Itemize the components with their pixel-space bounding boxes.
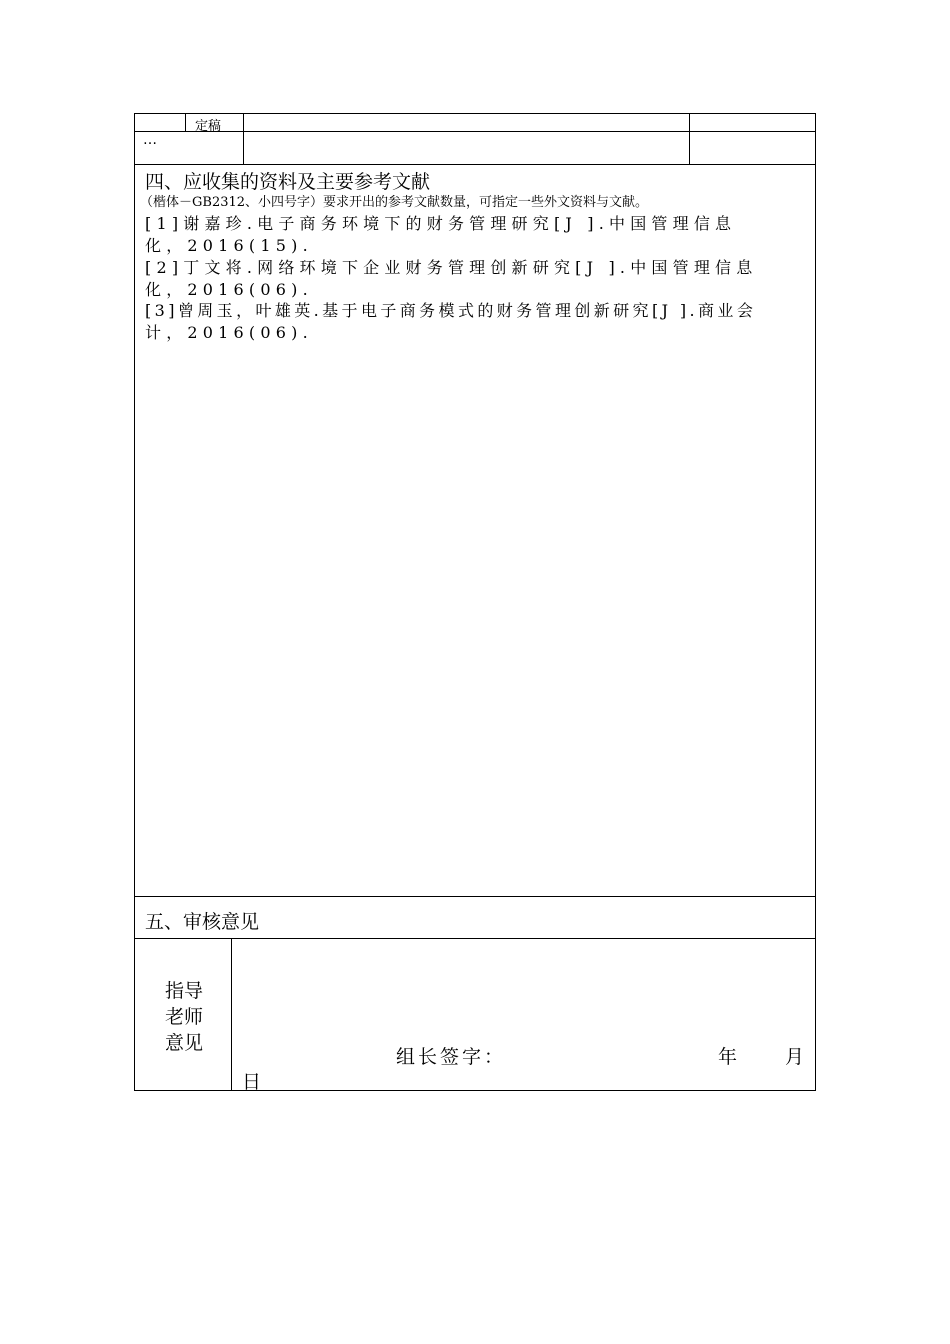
advisor-label-line-3: 意见 xyxy=(164,1032,203,1054)
reference-entry-3-line-1: [3]曾周玉，叶雄英.基于电子商务模式的财务管理创新研究[J ].商业会 xyxy=(145,301,757,320)
reference-entry-2-line-1: [2]丁文将.网络环境下企业财务管理创新研究[J ].中国管理信息 xyxy=(145,258,758,277)
references-heading: 四、应收集的资料及主要参考文献 xyxy=(145,171,431,193)
reference-entry-3-line-2: 计，2016(06). xyxy=(145,323,313,342)
reference-entry-2-line-2: 化，2016(06). xyxy=(145,280,313,299)
advisor-opinion-label xyxy=(160,978,208,1056)
reference-entry-1-line-1: [1]谢嘉珍.电子商务环境下的财务管理研究[J ].中国管理信息 xyxy=(145,214,737,233)
ellipsis-cell: … xyxy=(143,132,157,148)
year-label: 年 xyxy=(718,1046,738,1068)
month-label: 月 xyxy=(785,1046,805,1068)
stage-cell-final: 定稿 xyxy=(195,119,222,134)
references-note: （楷体－GB2312、小四号字）要求开出的参考文献数量，可指定一些外文资料与文献。 xyxy=(140,195,649,210)
day-label: 日 xyxy=(242,1071,262,1093)
leader-signature-label: 组长签字： xyxy=(396,1046,507,1068)
review-heading: 五、审核意见 xyxy=(145,911,260,933)
reference-entry-1-line-2: 化，2016(15). xyxy=(145,236,313,255)
advisor-label-line-1: 指导 xyxy=(164,980,203,1002)
advisor-label-line-2: 老师 xyxy=(164,1006,203,1028)
